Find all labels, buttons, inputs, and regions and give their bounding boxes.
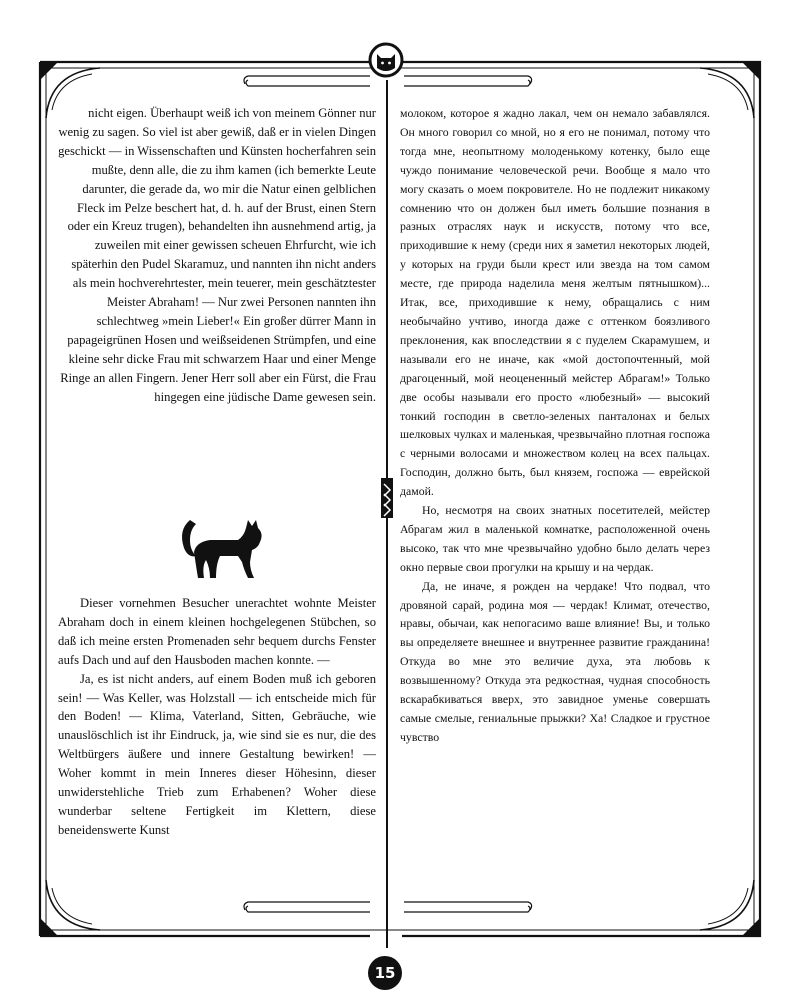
chevron-divider-icon <box>381 478 393 518</box>
russian-paragraph: Да, не иначе, я рожден на чердаке! Что подвал, что дровяной сарай, родина моя — чердак! Климат, отечество, нравы, обычаи, как непогасимо ваше влияние! Вы, и только вы определяете внешнее и внутреннее развитие гражданина! Откуда во мне это величие духа, эта любовь к возвышенному? Откуда эта редкостная, чудная способность вскарабкиваться вверх, это завидное уменье совершать самые смелые, гениальные прыжки? Ха! Сладкое и грустное чувство <box>400 578 710 744</box>
german-paragraph: Ja, es ist nicht anders, auf einem Boden muß ich geboren sein! — Was Keller, was Holzstall — ich entscheide mich für den Boden! — Klima, Vaterland, Sitten, Gebräuche, wie unauslöschlich ist ihr Eindruck, ja, wie sind sie es nur, die des Weltbürgers äußere und innere Gestaltung bewirken! — Woher kommt in mein Inneres dieser Höhesinn, dieser unwiderstehliche Trieb zum Erhabenen? Woher diese wunderbar seltene Fertigkeit im Klettern, diese beneidenswerte Kunst <box>58 671 376 837</box>
corner-ornament-br <box>742 918 760 936</box>
german-column-top <box>58 104 376 407</box>
cat-head-badge-icon <box>368 42 404 78</box>
corner-ornament-tl <box>40 62 58 80</box>
corner-ornament-bl <box>40 918 58 936</box>
cat-silhouette-icon <box>176 512 272 586</box>
russian-paragraph: молоком, которое я жадно лакал, чем он немало забавлялся. Он много говорил со мной, но я его не понимал, потому что тогда мне, неопытному молоденькому котенку, было еще чуждо понимание человеческой речи. Вообще я мало что могу сказать о моем покровителе. Но не подлежит никакому сомнению что он должен был иметь большие познания в разных отраслях наук и искусств, потому что все, приходившие к нему (среди них я заметил некоторых людей, у которых на груди были крест или звезда на том самом месте, где природа наделила меня желтым пятнышком)... Итак, все, приходившие к нему, обращались с ним необычайно учтиво, иногда даже с оттенком боязливого преклонения, как впоследствии я с пуделем Скарамушем, и называли его не иначе, как «мой достопочтенный, мой драгоценный, мой неоцененный мейстер Абрагам!» Только две особы называли его просто «любезный» — высокий тонкий господин в светло-зеленых панталонах и белых шелковых чулках и маленькая, чрезвычайно плотная госпожа с черными волосами и множеством колец на всех пальцах. Господин, должно быть, был князем, госпожа — еврейской дамой. <box>400 106 710 499</box>
german-paragraph: Dieser vornehmen Besucher unerachtet wohnte Meister Abraham doch in einem kleinen hochgelegenen Stübchen, so daß ich meine ersten Promenaden sehr bequem durchs Fenster aufs Dach und auf den Hausboden machen konnte. — <box>58 596 376 667</box>
german-column-bottom <box>58 594 376 840</box>
page-number: 15 <box>368 956 402 990</box>
russian-paragraph: Но, несмотря на своих знатных посетителей, мейстер Абрагам жил в маленькой комнатке, расположенной очень высоко, так что мне чрезвычайно удобно было делать через окно первые свои прогулки на крышу и на чердак. <box>400 503 710 574</box>
german-paragraph: nicht eigen. Überhaupt weiß ich von meinem Gönner nur wenig zu sagen. So viel ist aber gewiß, daß er in vielen Dingen geschickt — in Wissenschaften und Künsten hocherfahren sein mußte, denn alle, die zu ihm kamen (ich bemerkte Leute darunter, die gerade da, wo mir die Natur einen gelblichen Fleck im Pelze beschert hat, d. h. auf der Brust, einen Stern oder ein Kreuz trugen), behandelten ihn ausnehmend artig, ja zuweilen mit einer gewissen scheuen Ehrfurcht, wie ich späterhin den Pudel Skaramuz, und nannten ihn nicht anders als mein hochverehrtester, mein teuerer, mein geschätztester Meister Abraham! — Nur zwei Personen nannten ihn schlechtweg »mein Lieber!« Ein großer dürrer Mann in papageigrünen Hosen und weißseidenen Strümpfen, und eine kleine sehr dicke Frau mit schwarzem Haar und einer Menge Ringe an allen Fingern. Jener Herr soll aber ein Fürst, die Frau hingegen eine jüdische Dame gewesen sein. <box>58 106 376 404</box>
russian-column <box>400 104 710 747</box>
corner-ornament-tr <box>742 62 760 80</box>
